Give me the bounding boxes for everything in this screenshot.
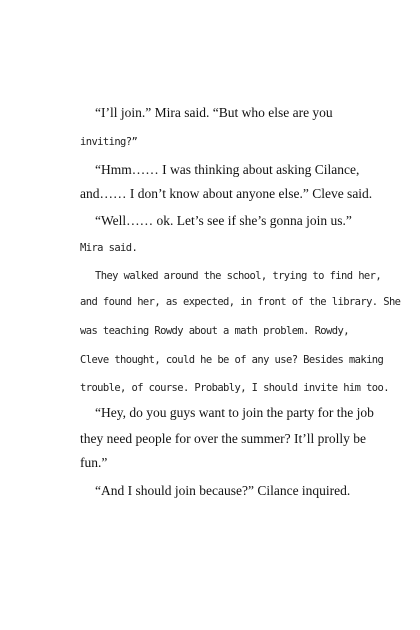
text-line: “I’ll join.” Mira said. “But who else are you bbox=[95, 105, 333, 120]
text-line: trouble, of course. Probably, I should invite him too. bbox=[80, 382, 389, 394]
text-line: “Hey, do you guys want to join the party for the job bbox=[95, 405, 374, 420]
text-line: “Hmm…… I was thinking about asking Cilance, bbox=[95, 162, 360, 177]
text-line: and found her, as expected, in front of the library. She bbox=[80, 296, 401, 308]
text-line: inviting?” bbox=[80, 136, 138, 148]
text-line: they need people for over the summer? It’ll prolly be bbox=[80, 431, 367, 446]
text-line: and…… I don’t know about anyone else.” Cleve said. bbox=[80, 186, 373, 201]
text-line: was teaching Rowdy about a math problem. Rowdy, bbox=[80, 325, 349, 337]
text-line: Mira said. bbox=[80, 242, 138, 254]
text-line: They walked around the school, trying to find her, bbox=[95, 270, 382, 282]
text-line: “And I should join because?” Cilance inquired. bbox=[95, 483, 351, 498]
text-line: Cleve thought, could he be of any use? Besides making bbox=[80, 354, 384, 366]
text-line: fun.” bbox=[80, 455, 108, 470]
text-line: “Well…… ok. Let’s see if she’s gonna join us.” bbox=[95, 213, 352, 228]
